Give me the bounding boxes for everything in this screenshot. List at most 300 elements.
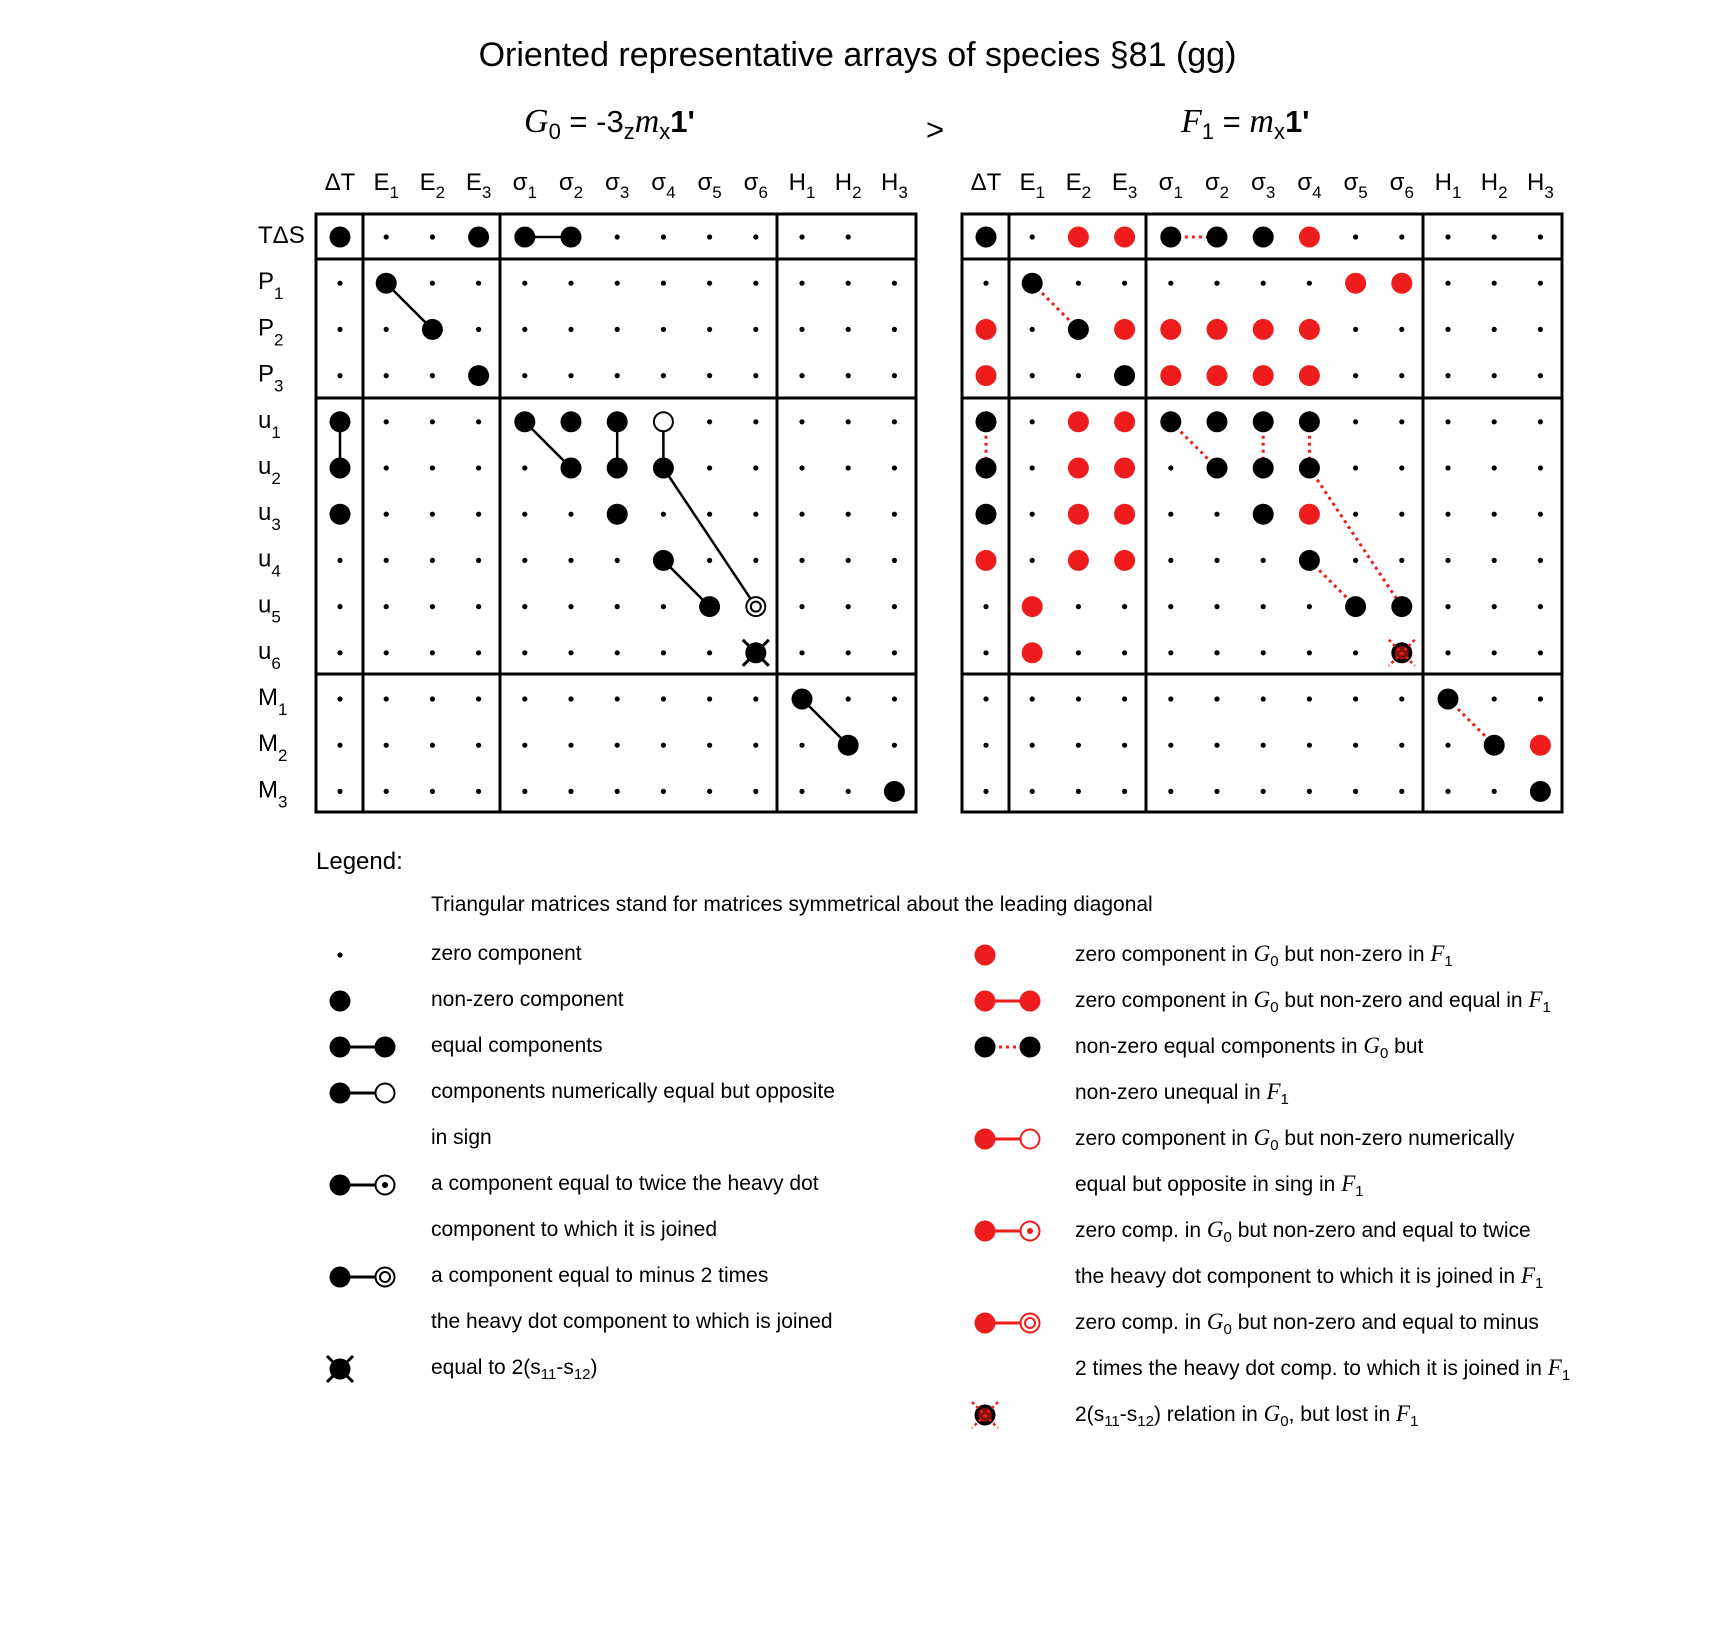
zero-dot	[568, 743, 573, 748]
red-dot	[1160, 319, 1181, 340]
zero-dot	[384, 789, 389, 794]
zero-dot	[1214, 604, 1219, 609]
zero-dot	[615, 234, 620, 239]
zero-dot	[707, 419, 712, 424]
zero-dot	[1399, 234, 1404, 239]
legend-text: zero component in $G_0$ but non-zero numerically	[1075, 1125, 1515, 1155]
zero-dot	[1076, 604, 1081, 609]
zero-dot	[753, 281, 758, 286]
zero-dot	[1399, 512, 1404, 517]
zero-dot	[846, 465, 851, 470]
nonzero-dot	[375, 1037, 396, 1058]
zero-dot	[476, 281, 481, 286]
zero-dot	[1122, 650, 1127, 655]
nonzero-dot	[1207, 411, 1228, 432]
red-dot	[975, 1129, 996, 1150]
opposite-dot	[654, 412, 673, 431]
zero-dot	[707, 558, 712, 563]
nonzero-dot	[561, 458, 582, 479]
matrix-f1	[976, 227, 1551, 802]
legend-text: the heavy dot component to which it is joined in $F_1$	[1075, 1263, 1544, 1293]
matrix-g0	[330, 227, 905, 802]
zero-dot	[1445, 789, 1450, 794]
zero-dot	[799, 650, 804, 655]
zero-dot	[1168, 281, 1173, 286]
legend-text: a component equal to minus 2 times	[431, 1264, 769, 1287]
zero-dot	[615, 281, 620, 286]
zero-dot	[846, 558, 851, 563]
zero-dot	[384, 419, 389, 424]
row-label: $u_2$	[258, 453, 281, 488]
zero-dot	[799, 327, 804, 332]
zero-dot	[1492, 789, 1497, 794]
red-dot	[1391, 273, 1412, 294]
nonzero-dot	[1160, 411, 1181, 432]
zero-dot	[892, 327, 897, 332]
zero-dot	[1030, 789, 1035, 794]
nonzero-dot	[976, 411, 997, 432]
row-label: $u_4$	[258, 545, 281, 581]
zero-dot	[476, 558, 481, 563]
zero-dot	[615, 327, 620, 332]
zero-dot	[1168, 650, 1173, 655]
red-dot	[1022, 596, 1043, 617]
row-label: $M_1$	[258, 684, 288, 719]
nonzero-dot	[376, 273, 397, 294]
red-dot	[1530, 735, 1551, 756]
zero-dot	[337, 952, 342, 957]
nonzero-dot	[792, 689, 813, 710]
zero-dot	[384, 327, 389, 332]
column-label: $\sigma_2$	[1204, 169, 1230, 202]
zero-dot	[337, 558, 342, 563]
nonzero-dot	[561, 411, 582, 432]
nonzero-dot	[1020, 1037, 1041, 1058]
zero-dot	[568, 558, 573, 563]
zero-dot	[707, 373, 712, 378]
matrix-title-f1: $F_1 = m_x1'$	[1181, 103, 1310, 145]
zero-dot	[384, 696, 389, 701]
row-label: $u_3$	[258, 499, 281, 535]
zero-dot	[1538, 281, 1543, 286]
zero-dot	[337, 743, 342, 748]
zero-dot	[799, 419, 804, 424]
zero-dot	[430, 512, 435, 517]
zero-dot	[661, 512, 666, 517]
zero-dot	[568, 373, 573, 378]
zero-dot	[846, 650, 851, 655]
red-dot	[1114, 504, 1135, 525]
zero-dot	[1214, 789, 1219, 794]
legend-note: Triangular matrices stand for matrices symmetrical about the leading diagonal	[431, 893, 1153, 916]
zero-dot	[846, 281, 851, 286]
zero-dot	[1353, 465, 1358, 470]
zero-dot	[1030, 373, 1035, 378]
nonzero-dot	[1114, 365, 1135, 386]
nonzero-dot	[975, 1037, 996, 1058]
nonzero-dot	[330, 1037, 351, 1058]
zero-dot	[1214, 558, 1219, 563]
zero-dot	[1168, 465, 1173, 470]
zero-dot	[799, 465, 804, 470]
zero-dot	[1214, 281, 1219, 286]
zero-dot	[983, 789, 988, 794]
zero-dot	[1261, 650, 1266, 655]
zero-dot	[337, 281, 342, 286]
zero-dot	[707, 743, 712, 748]
zero-dot	[1030, 327, 1035, 332]
cross-dot	[330, 1359, 351, 1380]
zero-dot	[430, 373, 435, 378]
zero-dot	[1353, 419, 1358, 424]
zero-dot	[1076, 281, 1081, 286]
nonzero-dot	[330, 504, 351, 525]
red-dot-icon	[975, 945, 996, 966]
zero-dot	[1122, 743, 1127, 748]
red-dot	[1068, 411, 1089, 432]
zero-dot	[476, 604, 481, 609]
zero-dot	[1168, 512, 1173, 517]
zero-dot	[476, 465, 481, 470]
zero-dot	[1030, 558, 1035, 563]
zero-dot	[753, 419, 758, 424]
zero-dot	[1399, 743, 1404, 748]
zero-dot	[846, 512, 851, 517]
zero-dot	[1538, 327, 1543, 332]
zero-dot	[337, 327, 342, 332]
zero-dot	[1307, 696, 1312, 701]
zero-dot	[522, 604, 527, 609]
red-dot	[1299, 504, 1320, 525]
nonzero-dot	[1022, 273, 1043, 294]
zero-dot	[615, 604, 620, 609]
zero-dot	[1122, 696, 1127, 701]
zero-dot	[1353, 743, 1358, 748]
zero-dot	[384, 512, 389, 517]
legend-text: a component equal to twice the heavy dot	[431, 1172, 819, 1195]
column-label: $E_1$	[1019, 169, 1045, 202]
red-dot	[976, 550, 997, 571]
legend-text: zero component in $G_0$ but non-zero in $F_1$	[1075, 941, 1453, 971]
row-label: $u_5$	[258, 591, 281, 627]
zero-dot	[707, 234, 712, 239]
cross-dot	[745, 642, 766, 663]
zero-dot	[1168, 789, 1173, 794]
equal-link-icon	[330, 1037, 396, 1058]
zero-dot	[799, 558, 804, 563]
zero-dot	[892, 419, 897, 424]
nonzero-dot	[330, 1267, 351, 1288]
zero-dot	[615, 789, 620, 794]
minus-two-dot	[746, 597, 765, 616]
zero-dot	[1445, 465, 1450, 470]
zero-dot	[384, 373, 389, 378]
zero-dot	[1445, 419, 1450, 424]
zero-dot	[568, 650, 573, 655]
nonzero-dot	[976, 458, 997, 479]
zero-dot	[799, 512, 804, 517]
zero-dot	[661, 234, 666, 239]
zero-dot	[615, 650, 620, 655]
minus-two-dot	[376, 1268, 395, 1287]
zero-dot	[615, 558, 620, 563]
nonzero-dot	[330, 458, 351, 479]
zero-dot	[615, 696, 620, 701]
row-label: $M_3$	[258, 776, 288, 812]
nonzero-dot	[468, 365, 489, 386]
nonzero-dot	[1345, 596, 1366, 617]
zero-dot	[337, 373, 342, 378]
nonzero-dot	[1530, 781, 1551, 802]
zero-dot	[799, 743, 804, 748]
zero-dot	[1030, 512, 1035, 517]
legend-text: zero comp. in $G_0$ but non-zero and equal to twice	[1075, 1217, 1531, 1247]
column-label: $\sigma_3$	[1251, 169, 1276, 202]
zero-dot	[1445, 558, 1450, 563]
zero-dot	[430, 743, 435, 748]
zero-dot	[1122, 789, 1127, 794]
zero-dot	[430, 419, 435, 424]
zero-dot	[1492, 696, 1497, 701]
column-label: $H_1$	[1434, 169, 1462, 202]
red-dot	[975, 1221, 996, 1242]
nonzero-dot	[1253, 411, 1274, 432]
zero-dot	[1030, 234, 1035, 239]
zero-dot	[892, 512, 897, 517]
zero-dot	[1538, 650, 1543, 655]
link-line	[663, 468, 755, 607]
red-dot	[1114, 411, 1135, 432]
zero-dot	[1076, 789, 1081, 794]
row-label: $u_1$	[258, 406, 281, 442]
zero-dot	[892, 696, 897, 701]
zero-dot	[1307, 789, 1312, 794]
column-label: ΔT	[324, 169, 356, 196]
column-label: $E_3$	[1111, 169, 1138, 202]
zero-dot	[753, 512, 758, 517]
zero-dot	[661, 604, 666, 609]
zero-dot	[1492, 650, 1497, 655]
zero-dot	[476, 419, 481, 424]
zero-dot	[661, 743, 666, 748]
zero-dot	[1492, 281, 1497, 286]
zero-dot	[522, 281, 527, 286]
red-dot	[1068, 504, 1089, 525]
zero-dot	[522, 743, 527, 748]
zero-dot	[1399, 465, 1404, 470]
legend-text: non-zero component	[431, 988, 624, 1011]
zero-dot	[707, 465, 712, 470]
red-cross-dot-icon	[972, 1402, 998, 1428]
red-equal-link-icon	[975, 991, 1041, 1012]
zero-dot	[661, 327, 666, 332]
row-label: $P_2$	[258, 314, 284, 350]
legend-text: zero comp. in $G_0$ but non-zero and equal to minus	[1075, 1309, 1539, 1339]
nonzero-dot	[653, 458, 674, 479]
legend-text: equal but opposite in sing in $F_1$	[1075, 1171, 1364, 1201]
zero-dot	[522, 789, 527, 794]
zero-dot	[1399, 419, 1404, 424]
zero-dot	[799, 604, 804, 609]
zero-dot	[1538, 465, 1543, 470]
zero-dot	[1214, 650, 1219, 655]
zero-dot	[1445, 650, 1450, 655]
opposite-link-icon	[330, 1083, 395, 1104]
red-opposite-link-icon	[975, 1129, 1040, 1150]
column-label: $H_1$	[788, 169, 816, 202]
zero-dot	[476, 512, 481, 517]
zero-dot	[337, 696, 342, 701]
nonzero-dot	[468, 227, 489, 248]
zero-dot	[846, 789, 851, 794]
nonzero-dot	[422, 319, 443, 340]
legend-text: equal to $2(s_{11}-s_{12})$	[431, 1356, 598, 1384]
legend-text: in sign	[431, 1126, 492, 1149]
zero-dot	[707, 696, 712, 701]
red-dot	[1345, 273, 1366, 294]
zero-dot	[707, 327, 712, 332]
zero-dot	[1261, 789, 1266, 794]
column-label: $E_3$	[465, 169, 492, 202]
zero-dot	[1445, 743, 1450, 748]
red-twice-link-icon	[975, 1221, 1040, 1242]
zero-dot	[799, 234, 804, 239]
nonzero-dot	[838, 735, 859, 756]
zero-dot	[430, 789, 435, 794]
zero-dot	[476, 743, 481, 748]
zero-dot	[337, 650, 342, 655]
nonzero-dot	[607, 504, 628, 525]
zero-dot	[892, 465, 897, 470]
red-dot	[1114, 458, 1135, 479]
nonzero-dot	[976, 504, 997, 525]
legend-text: 2 times the heavy dot comp. to which it is joined in $F_1$	[1075, 1355, 1571, 1385]
legend-text: non-zero equal components in $G_0$ but	[1075, 1033, 1424, 1063]
zero-dot	[1492, 327, 1497, 332]
nonzero-dot	[607, 458, 628, 479]
zero-dot	[615, 743, 620, 748]
zero-dot	[476, 696, 481, 701]
legend-text: non-zero unequal in $F_1$	[1075, 1079, 1289, 1109]
red-dot	[1068, 227, 1089, 248]
zero-dot	[753, 465, 758, 470]
zero-dot	[430, 234, 435, 239]
cross-dot-icon	[327, 1356, 353, 1382]
nonzero-dot	[330, 1083, 351, 1104]
legend-title: Legend:	[316, 848, 403, 875]
red-dot	[1020, 991, 1041, 1012]
nonzero-dot	[1438, 689, 1459, 710]
nonzero-dot	[1068, 319, 1089, 340]
zero-dot	[1168, 558, 1173, 563]
nonzero-dot	[514, 227, 535, 248]
zero-dot	[1307, 281, 1312, 286]
column-label: $\sigma_4$	[1297, 169, 1322, 202]
zero-dot	[753, 373, 758, 378]
zero-dot	[1399, 696, 1404, 701]
nonzero-dot	[330, 411, 351, 432]
zero-dot	[430, 696, 435, 701]
zero-dot	[384, 234, 389, 239]
zero-dot	[661, 650, 666, 655]
nonzero-dot	[1391, 596, 1412, 617]
red-dot	[976, 365, 997, 386]
zero-dot	[384, 743, 389, 748]
zero-dot	[1353, 789, 1358, 794]
opposite-dot	[376, 1084, 395, 1103]
zero-dot	[1445, 327, 1450, 332]
column-label: $\sigma_6$	[743, 169, 768, 202]
zero-dot	[1399, 327, 1404, 332]
zero-dot	[1538, 604, 1543, 609]
zero-dot	[846, 419, 851, 424]
zero-dot	[568, 604, 573, 609]
zero-dot	[1076, 650, 1081, 655]
nonzero-dot	[561, 227, 582, 248]
row-label: $P_3$	[258, 360, 284, 396]
nonzero-dot	[976, 227, 997, 248]
zero-dot	[1445, 373, 1450, 378]
nonzero-dot	[1160, 227, 1181, 248]
nonzero-dot	[1299, 550, 1320, 571]
dotted-link-icon	[975, 1037, 1041, 1058]
zero-dot	[892, 650, 897, 655]
zero-dot	[1030, 419, 1035, 424]
zero-dot	[753, 558, 758, 563]
page-title: Oriented representative arrays of species §81 (gg)	[478, 36, 1237, 74]
red-dot	[1114, 319, 1135, 340]
zero-dot	[1214, 512, 1219, 517]
zero-dot	[892, 604, 897, 609]
zero-dot	[1538, 234, 1543, 239]
zero-dot	[1538, 558, 1543, 563]
zero-dot	[1445, 512, 1450, 517]
red-dot	[976, 319, 997, 340]
nonzero-dot	[699, 596, 720, 617]
zero-dot	[707, 512, 712, 517]
column-label: $E_2$	[1065, 169, 1092, 202]
zero-dot	[615, 373, 620, 378]
twice-link-icon	[330, 1175, 395, 1196]
zero-dot	[568, 327, 573, 332]
zero-dot	[1030, 465, 1035, 470]
zero-dot	[1261, 696, 1266, 701]
red-dot	[1207, 319, 1228, 340]
red-dot	[975, 945, 996, 966]
zero-dot	[753, 789, 758, 794]
zero-dot	[707, 650, 712, 655]
zero-dot	[799, 789, 804, 794]
legend-text: zero component in $G_0$ but non-zero and equal in $F_1$	[1075, 987, 1551, 1017]
zero-dot	[1492, 419, 1497, 424]
column-label: $H_3$	[1526, 169, 1554, 202]
relation-sign: >	[926, 112, 945, 147]
zero-dot	[1214, 743, 1219, 748]
zero-dot	[892, 743, 897, 748]
zero-dot	[522, 512, 527, 517]
red-dot	[1299, 227, 1320, 248]
zero-dot	[430, 465, 435, 470]
zero-dot	[753, 743, 758, 748]
zero-dot	[707, 789, 712, 794]
nonzero-dot	[1253, 504, 1274, 525]
zero-dot	[522, 327, 527, 332]
zero-dot	[1030, 743, 1035, 748]
zero-dot	[1168, 743, 1173, 748]
zero-dot	[1261, 743, 1266, 748]
zero-dot	[1353, 373, 1358, 378]
legend-text: $2(s_{11}-s_{12})$ relation in $G_0$, but lost in $F_1$	[1075, 1401, 1419, 1431]
